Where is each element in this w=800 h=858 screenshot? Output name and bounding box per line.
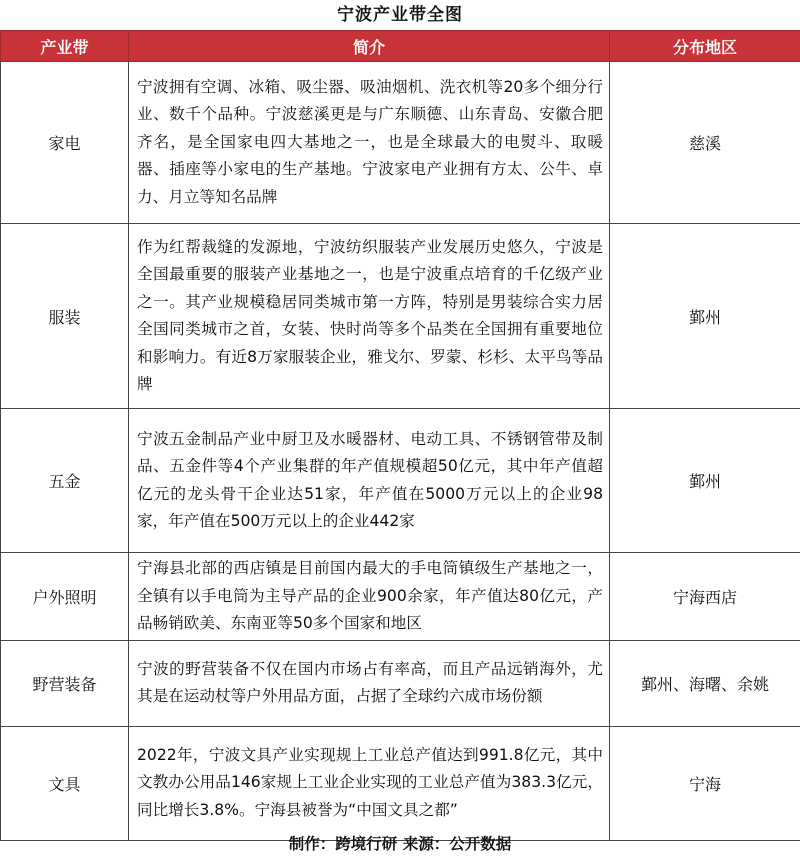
region-cell: 鄞州、海曙、余姚	[610, 640, 800, 726]
intro-cell: 宁海县北部的西店镇是目前国内最大的手电筒镇级生产基地之一，全镇有以手电筒为主导产品的企业900余家，年产值达80亿元，产品畅销欧美、东南亚等50多个国家和地区	[129, 553, 610, 641]
industry-cell: 户外照明	[1, 553, 129, 641]
table-row-apparel	[1, 224, 800, 409]
intro-cell: 宁波拥有空调、冰箱、吸尘器、吸油烟机、洗衣机等20多个细分行业、数千个品种。宁波慈溪更是与广东顺德、山东青岛、安徽合肥齐名，是全国家电四大基地之一，也是全球最大的电熨斗、取暖器、插座等小家电的生产基地。宁波家电产业拥有方太、公牛、卓力、月立等知名品牌	[129, 62, 610, 224]
table-row-lighting	[1, 553, 800, 641]
header-intro: 简介	[129, 31, 610, 62]
region-cell: 宁海西店	[610, 553, 800, 641]
page-title: 宁波产业带全图	[337, 5, 463, 25]
table-row-appliances	[1, 62, 800, 224]
header-region: 分布地区	[610, 31, 800, 62]
industry-cell: 服装	[1, 224, 129, 409]
footer-credit: 制作：跨境行研 来源：公开数据	[288, 835, 512, 853]
intro-cell: 宁波五金制品产业中厨卫及水暖器材、电动工具、不锈钢管带及制品、五金件等4个产业集群的年产值规模超50亿元，其中年产值超亿元的龙头骨干企业达51家，年产值在5000万元以上的企业98家，年产值在500万元以上的企业442家	[129, 409, 610, 553]
table-row-stationery	[1, 726, 800, 840]
industry-table	[0, 30, 800, 841]
industry-cell: 文具	[1, 726, 129, 840]
region-cell: 宁海	[610, 726, 800, 840]
intro-cell: 2022年，宁波文具产业实现规上工业总产值达到991.8亿元，其中文教办公用品146家规上工业企业实现的工业总产值为383.3亿元，同比增长3.8%。宁海县被誉为“中国文具之都”	[129, 726, 610, 840]
table-row-camping	[1, 640, 800, 726]
intro-cell: 宁波的野营装备不仅在国内市场占有率高，而且产品远销海外，尤其是在运动杖等户外用品方面，占据了全球约六成市场份额	[129, 640, 610, 726]
region-cell: 鄞州	[610, 409, 800, 553]
region-cell: 慈溪	[610, 62, 800, 224]
industry-cell: 家电	[1, 62, 129, 224]
region-cell: 鄞州	[610, 224, 800, 409]
industry-cell: 野营装备	[1, 640, 129, 726]
industry-cell: 五金	[1, 409, 129, 553]
header-industry: 产业带	[1, 31, 129, 62]
table-row-hardware	[1, 409, 800, 553]
table-header-row	[1, 31, 800, 62]
intro-cell: 作为红帮裁缝的发源地，宁波纺织服装产业发展历史悠久，宁波是全国最重要的服装产业基地之一，也是宁波重点培育的千亿级产业之一。其产业规模稳居同类城市第一方阵，特别是男装综合实力居全国同类城市之首，女装、快时尚等多个品类在全国拥有重要地位和影响力。有近8万家服装企业，雅戈尔、罗蒙、杉杉、太平鸟等品牌	[129, 224, 610, 409]
